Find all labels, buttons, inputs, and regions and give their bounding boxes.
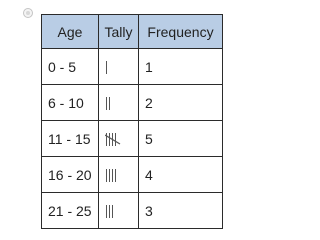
frequency-cell: 2 (139, 85, 223, 121)
tally-cell (99, 121, 139, 157)
tally-svg (105, 132, 121, 147)
age-cell: 6 - 10 (42, 85, 99, 121)
tally-marks (105, 204, 118, 219)
table-header-row (42, 15, 223, 49)
tally-svg (105, 168, 121, 183)
table-row (42, 193, 223, 229)
frequency-cell: 5 (139, 121, 223, 157)
tally-svg (105, 204, 118, 219)
tally-cell (99, 85, 139, 121)
table-row (42, 85, 223, 121)
frequency-table (41, 14, 223, 229)
tally-marks (105, 96, 115, 111)
frequency-cell: 4 (139, 157, 223, 193)
tally-cell (99, 157, 139, 193)
tally-cell (99, 193, 139, 229)
age-cell: 11 - 15 (42, 121, 99, 157)
tally-marks (105, 132, 121, 147)
tally-svg (105, 96, 115, 111)
age-cell: 0 - 5 (42, 49, 99, 85)
header-age: Age (42, 15, 99, 49)
age-cell: 16 - 20 (42, 157, 99, 193)
tally-marks (105, 168, 121, 183)
radio-button-icon[interactable] (23, 8, 33, 18)
tally-marks (105, 60, 112, 75)
frequency-cell: 3 (139, 193, 223, 229)
tally-svg (105, 60, 112, 75)
age-cell: 21 - 25 (42, 193, 99, 229)
table-row (42, 49, 223, 85)
table-row (42, 157, 223, 193)
header-frequency: Frequency (139, 15, 223, 49)
frequency-cell: 1 (139, 49, 223, 85)
header-tally: Tally (99, 15, 139, 49)
table-row (42, 121, 223, 157)
tally-cell (99, 49, 139, 85)
